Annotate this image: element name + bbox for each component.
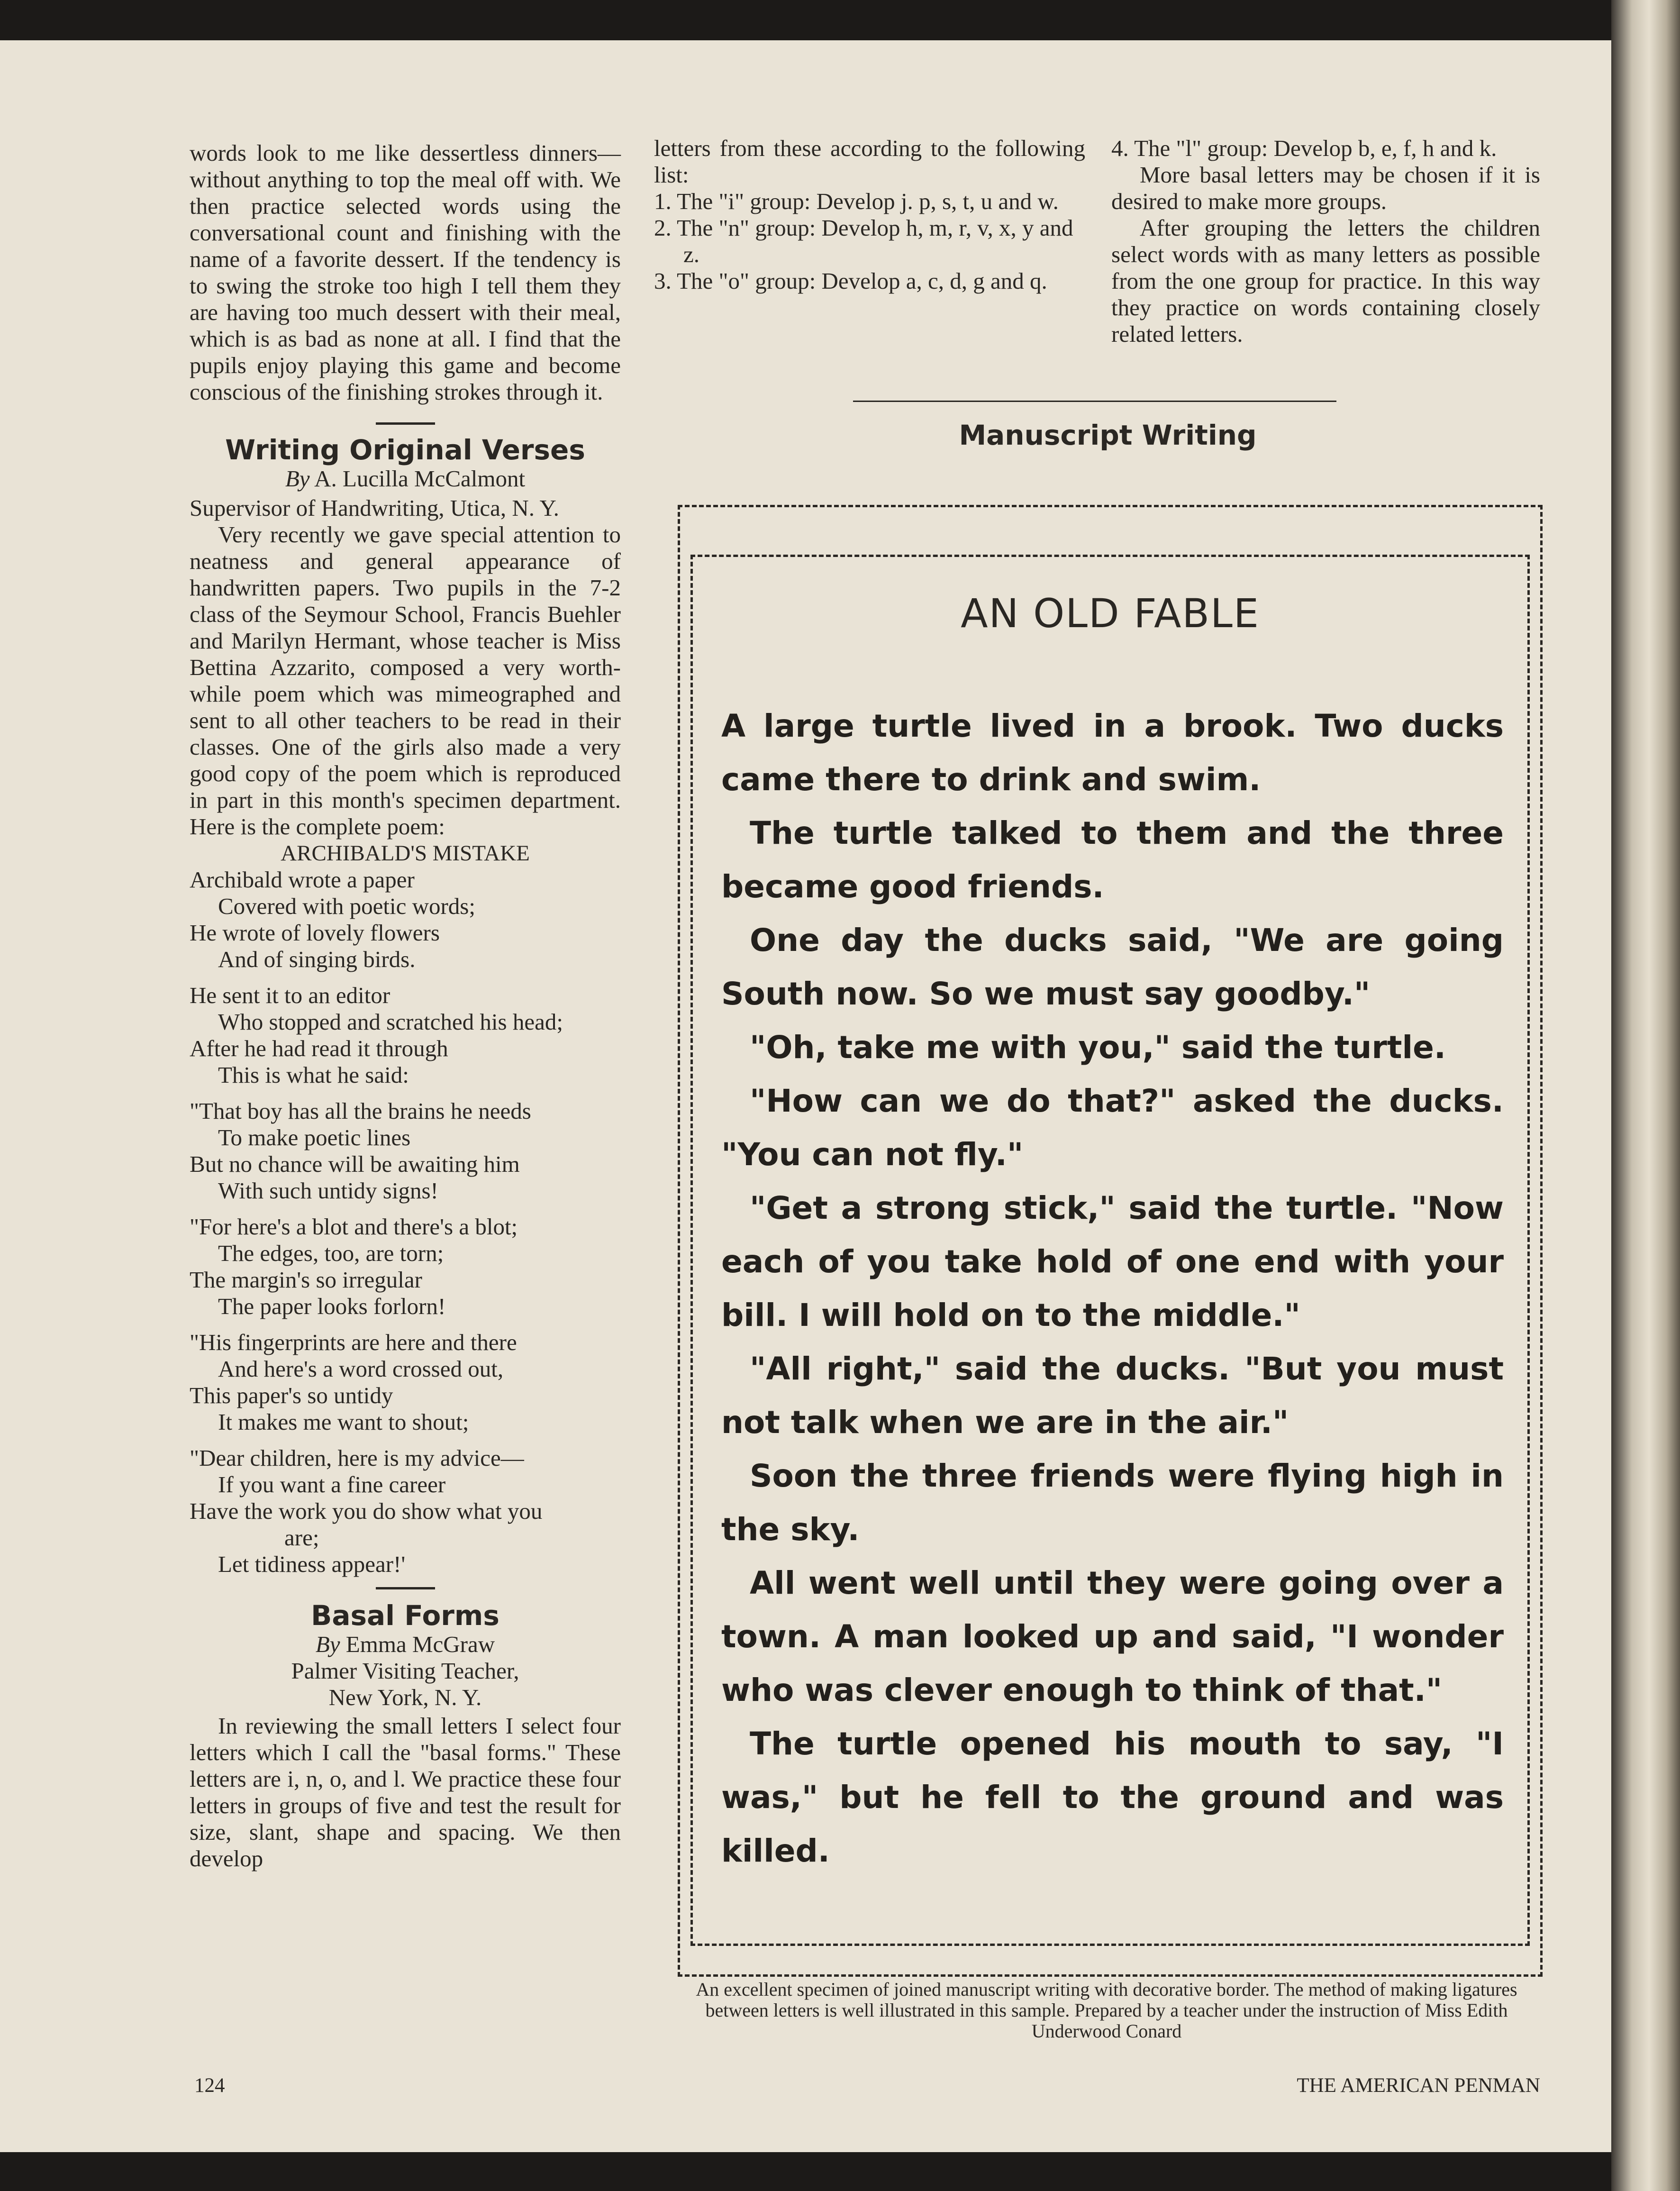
- verses-heading: Writing Original Verses: [225, 434, 585, 466]
- poem-line: Who stopped and scratched his head;: [218, 1009, 563, 1035]
- poem-line: If you want a fine career: [218, 1471, 446, 1497]
- fable-paragraph: "Oh, take me with you," said the turtle.: [750, 1029, 1446, 1066]
- poem-line: This is what he said:: [218, 1062, 409, 1088]
- section-divider: [376, 422, 435, 425]
- byline-by: By: [285, 466, 310, 492]
- right-paragraph-2: After grouping the letters the children select words with as many letters as possible from the one group for practice. In this way they practice on words containing closely related letters.: [1111, 215, 1540, 347]
- poem-line: "That boy has all the brains he needs: [190, 1098, 531, 1124]
- verses-byline: [190, 466, 621, 492]
- fable-paragraph: One day the ducks said, "We are going South now. So we must say goodby.": [721, 922, 1504, 1012]
- poem-line: And here's a word crossed out,: [218, 1356, 504, 1382]
- section-divider: [376, 1587, 435, 1589]
- poem-line: And of singing birds.: [218, 946, 416, 972]
- poem-line: But no chance will be awaiting him: [190, 1151, 520, 1177]
- middle-column: [654, 135, 1085, 294]
- basal-byline: [190, 1631, 621, 1658]
- manuscript-heading: Manuscript Writing: [959, 419, 1257, 451]
- poem-line: "Dear children, here is my advice—: [190, 1445, 524, 1471]
- fable-paragraph: The turtle opened his mouth to say, "I was," but he fell to the ground and was killed.: [721, 1725, 1504, 1869]
- byline-name: A. Lucilla McCalmont: [314, 466, 526, 492]
- basal-heading: Basal Forms: [311, 1599, 499, 1632]
- list-item: 2. The "n" group: Develop h, m, r, v, x, y and z.: [654, 215, 1073, 267]
- list-intro: letters from these according to the following list:: [654, 135, 1085, 188]
- byline-name: Emma McGraw: [345, 1631, 495, 1657]
- right-column: [1111, 135, 1540, 347]
- poem-line: The margin's so irregular: [190, 1267, 422, 1293]
- byline-by: By: [315, 1631, 340, 1657]
- manuscript-specimen: [678, 505, 1543, 1977]
- fable-paragraph: "Get a strong stick," said the turtle. "Now each of you take hold of one end with your bill. I will hold on to the middle.": [721, 1190, 1504, 1333]
- list-item: 3. The "o" group: Develop a, c, d, g and q.: [654, 268, 1047, 294]
- fable-paragraph: "All right," said the ducks. "But you must not talk when we are in the air.": [721, 1351, 1504, 1441]
- left-column: [190, 140, 621, 1872]
- poem-line: Let tidiness appear!': [218, 1551, 406, 1577]
- basal-group-list-continued: [1111, 135, 1540, 162]
- decorative-border: [690, 555, 1530, 1946]
- poem-line: Archibald wrote a paper: [190, 867, 415, 893]
- intro-paragraph: words look to me like dessertless dinners—without anything to top the meal off with. We then practice selected words using the conversational count and finishing with the name of a favorite dessert. If the tendency is to swing the stroke too high I tell them they are having too much dessert with their meal, which is as bad as none at all. I find that the pupils enjoy playing this game and become conscious of the finishing strokes through it.: [190, 140, 621, 405]
- poem-line: To make poetic lines: [218, 1124, 411, 1150]
- poem-line: "For here's a blot and there's a blot;: [190, 1214, 518, 1240]
- poem-line: After he had read it through: [190, 1035, 448, 1061]
- verses-paragraph: Very recently we gave special attention to neatness and general appearance of handwritten papers. Two pupils in the 7-2 class of the Seymour School, Francis Buehler and Marilyn Hermant, whose teacher is Miss Bettina Azzarito, composed a very worth-while poem which was mimeographed and sent to all other teachers to be read in their classes. One of the girls also made a very good copy of the poem which is reproduced in part in this month's specimen department. Here is the complete poem:: [190, 521, 621, 840]
- poem-line: It makes me want to shout;: [218, 1409, 469, 1435]
- poem-stanza: [190, 1098, 621, 1204]
- poem-line: The paper looks forlorn!: [218, 1293, 446, 1319]
- journal-title: THE AMERICAN PENMAN: [1297, 2074, 1540, 2097]
- poem-line: Have the work you do show what you: [190, 1498, 543, 1524]
- list-item: 4. The "l" group: Develop b, e, f, h and k.: [1111, 135, 1497, 161]
- right-paragraph-1: More basal letters may be chosen if it is desired to make more groups.: [1111, 162, 1540, 214]
- poem-line: He sent it to an editor: [190, 982, 390, 1008]
- poem-stanza: [190, 1214, 621, 1320]
- basal-paragraph: In reviewing the small letters I select four letters which I call the "basal forms." These letters are i, n, o, and l. We practice these four letters in groups of five and test the result for size, slant, shape and spacing. We then develop: [190, 1713, 621, 1871]
- poem-stanza: [190, 1329, 621, 1435]
- poem-stanza: [190, 867, 621, 973]
- fable-paragraph: Soon the three friends were flying high in the sky.: [721, 1458, 1504, 1548]
- basal-group-list: [654, 188, 1085, 294]
- magazine-page: [0, 40, 1611, 2152]
- verses-affiliation: Supervisor of Handwriting, Utica, N. Y.: [190, 495, 559, 521]
- poem-line: "His fingerprints are here and there: [190, 1329, 517, 1355]
- poem-stanza: [190, 982, 621, 1088]
- section-divider: [853, 401, 1336, 402]
- fable-text: [721, 699, 1504, 1878]
- poem-line: This paper's so untidy: [190, 1382, 393, 1408]
- specimen-caption: An excellent specimen of joined manuscript writing with decorative border. The method of making ligatures between letters is well illustrated in this sample. Prepared by a teacher under the instruction of Miss Edith Underwood Conard: [696, 1979, 1517, 2042]
- fable-paragraph: "How can we do that?" asked the ducks. "You can not fly.": [721, 1083, 1504, 1173]
- poem-line: With such untidy signs!: [218, 1178, 438, 1204]
- poem-line: He wrote of lovely flowers: [190, 920, 440, 946]
- fable-paragraph: The turtle talked to them and the three became good friends.: [721, 815, 1504, 905]
- basal-affiliation-2: New York, N. Y.: [328, 1684, 482, 1710]
- page-number: 124: [194, 2074, 225, 2097]
- fable-paragraph: All went well until they were going over a town. A man looked up and said, "I wonder who was clever enough to think of that.": [721, 1565, 1504, 1708]
- basal-affiliation-1: Palmer Visiting Teacher,: [291, 1658, 519, 1684]
- book-spine: [1611, 0, 1680, 2191]
- poem-stanza: [190, 1445, 621, 1578]
- list-item: 1. The "i" group: Develop j. p, s, t, u and w.: [654, 188, 1059, 214]
- poem-line: Covered with poetic words;: [218, 893, 475, 919]
- poem-line: are;: [284, 1525, 319, 1551]
- poem: [190, 867, 621, 1578]
- poem-line: The edges, too, are torn;: [218, 1240, 444, 1266]
- fable-title: AN OLD FABLE: [961, 590, 1260, 637]
- poem-title: ARCHIBALD'S MISTAKE: [281, 841, 530, 866]
- fable-paragraph: A large turtle lived in a brook. Two ducks came there to drink and swim.: [721, 708, 1504, 798]
